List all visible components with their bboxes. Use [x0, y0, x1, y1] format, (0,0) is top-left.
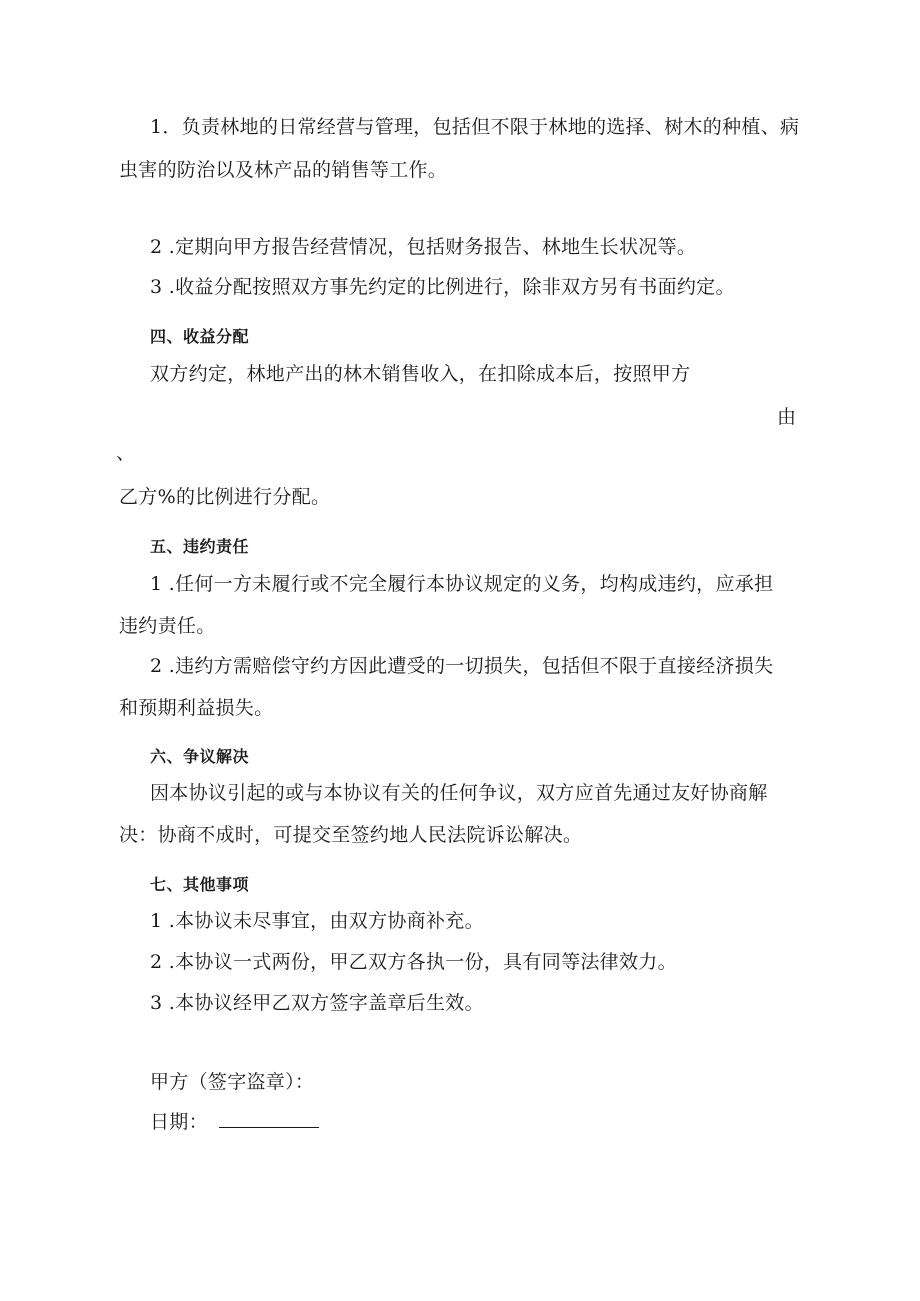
duty-item-2: 2 .定期向甲方报告经营情况，包括财务报告、林地生长状况等。 [150, 236, 697, 258]
section-5-item-1-line-1: 1 .任何一方未履行或不完全履行本协议规定的义务，均构成违约，应承担 [150, 573, 774, 595]
section-7-item-1: 1 .本协议未尽事宜，由双方协商补充。 [150, 910, 484, 932]
date-blank-line [219, 1127, 319, 1128]
section-5-item-1-line-2: 违约责任。 [119, 615, 216, 637]
section-5-heading: 五、违约责任 [150, 537, 250, 556]
section-4-heading: 四、收益分配 [150, 327, 250, 346]
section-7-item-3: 3 .本协议经甲乙双方签字盖章后生效。 [150, 992, 484, 1014]
section-7-item-2: 2 .本协议一式两份，甲乙双方各执一份，具有同等法律效力。 [150, 951, 677, 973]
section-6-line-2: 决：协商不成时，可提交至签约地人民法院诉讼解决。 [119, 824, 583, 846]
section-4-line-2: 乙方%的比例进行分配。 [119, 486, 331, 508]
date-label: 日期： [150, 1111, 208, 1133]
section-5-item-2-line-2: 和预期利益损失。 [119, 697, 274, 719]
section-4-fragment-you: 由 [777, 406, 797, 428]
party-a-signature-label: 甲方（签字盗章）： [150, 1071, 315, 1093]
duty-item-1-line-2: 虫害的防治以及林产品的销售等工作。 [119, 159, 448, 181]
duty-item-3: 3 .收益分配按照双方事先约定的比例进行，除非双方另有书面约定。 [150, 276, 735, 298]
section-6-heading: 六、争议解决 [150, 747, 250, 766]
section-5-item-2-line-1: 2 .违约方需赔偿守约方因此遭受的一切损失，包括但不限于直接经济损失 [150, 655, 774, 677]
section-7-heading: 七、其他事项 [150, 875, 250, 894]
duty-item-1-line-1: 1．负责林地的日常经营与管理，包括但不限于林地的选择、树木的种植、病 [150, 116, 800, 138]
section-4-fragment-comma: 、 [116, 442, 136, 464]
section-6-line-1: 因本协议引起的或与本协议有关的任何争议，双方应首先通过友好协商解 [150, 782, 768, 804]
section-4-line-1: 双方约定，林地产出的林木销售收入，在扣除成本后，按照甲方 [150, 363, 691, 385]
